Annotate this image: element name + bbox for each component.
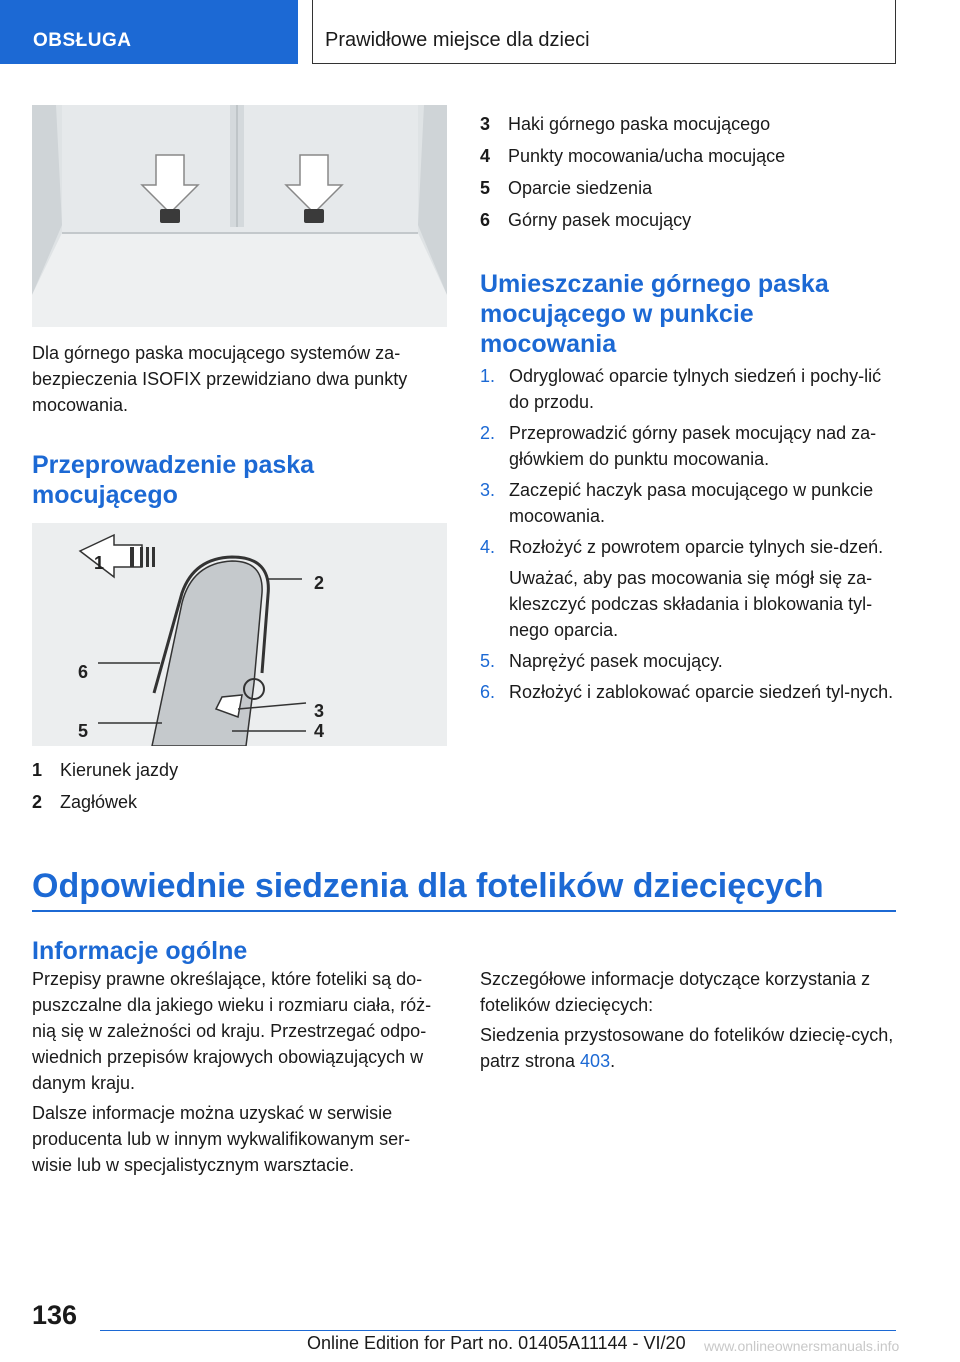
general-paragraph-2: Dalsze informacje można uzyskać w serwisie producenta lub w innym wykwalifikowanym ser-wisie lub w specjalistycznym warsztacie.: [32, 1103, 411, 1175]
heading-placement: Umieszczanie górnego paska mocującego w punkcie mocowania: [480, 270, 829, 358]
legend-num: 2: [32, 792, 43, 812]
legend-right: [480, 108, 895, 236]
strap-routing-diagram: [32, 523, 447, 746]
legend-item: [480, 204, 895, 236]
page-number: 136: [32, 1300, 78, 1330]
list-item: [480, 477, 895, 529]
list-item: [480, 363, 895, 415]
legend-label: Górny pasek mocujący: [508, 210, 692, 230]
section-tab-label: OBSŁUGA: [33, 30, 132, 51]
callout-3: 3: [314, 701, 325, 721]
list-item: [480, 534, 895, 560]
step-note: Uważać, aby pas mocowania się mógł się za-kleszczyć podczas składania i blokowania tyl-nego oparcia.: [509, 568, 873, 640]
step-text: Odryglować oparcie tylnych siedzeń i pochy-lić do przodu.: [509, 366, 882, 412]
chapter-title: Prawidłowe miejsce dla dzieci: [325, 29, 590, 51]
step-number: 4.: [480, 537, 496, 557]
details-paragraph: Szczegółowe informacje dotyczące korzystania z fotelików dziecięcych:: [480, 969, 871, 1015]
reference-paragraph: [480, 1022, 895, 1074]
footer-rule: [100, 1330, 896, 1331]
legend-item: [32, 754, 447, 786]
legend-label: Punkty mocowania/ucha mocujące: [508, 146, 786, 166]
step-text: Naprężyć pasek mocujący.: [509, 651, 723, 671]
reference-text: Siedzenia przystosowane do fotelików dziecię-cych, patrz strona: [480, 1025, 894, 1071]
legend-left: [32, 754, 447, 818]
steps-list: [480, 363, 895, 710]
legend-num: 1: [32, 760, 43, 780]
reference-end: .: [610, 1051, 616, 1071]
step-number: 3.: [480, 480, 496, 500]
intro-text: Dla górnego paska mocującego systemów za-bezpieczenia ISOFIX przewidziano dwa punkty mocowania.: [32, 343, 408, 415]
callout-5: 5: [78, 721, 89, 741]
chapter-header: [312, 0, 896, 64]
step-text: Przeprowadzić górny pasek mocujący nad za-główkiem do punktu mocowania.: [509, 423, 877, 469]
edition-text: Online Edition for Part no. 01405A11144 - VI/20: [307, 1333, 686, 1353]
section-heading: Odpowiednie siedzenia dla fotelików dziecięcych: [32, 867, 824, 905]
legend-label: Oparcie siedzenia: [508, 178, 653, 198]
legend-item: [32, 786, 447, 818]
legend-item: [480, 172, 895, 204]
legend-num: 4: [480, 146, 491, 166]
legend-item: [480, 108, 895, 140]
legend-num: 5: [480, 178, 491, 198]
general-paragraph-1: Przepisy prawne określające, które foteliki są do-puszczalne dla jakiego wieku i rozmiaru ciała, róż-nią się w zależności od kraju. Przestrzegać odpo-wiednich przepisów krajowych obowiązujących w danym kraju.: [32, 969, 432, 1093]
legend-label: Kierunek jazdy: [60, 760, 179, 780]
legend-label: Haki górnego paska mocującego: [508, 114, 771, 134]
step-number: 2.: [480, 423, 496, 443]
list-item: [480, 420, 895, 472]
callout-6: 6: [78, 662, 89, 682]
section-tab: [0, 0, 298, 64]
legend-label: Zagłówek: [60, 792, 138, 812]
legend-num: 6: [480, 210, 491, 230]
heading-routing: Przeprowadzenie paska mocującego: [32, 451, 315, 509]
callout-1: 1: [94, 553, 105, 573]
anchor-points-image: [32, 105, 447, 327]
subheading-general: Informacje ogólne: [32, 937, 248, 965]
legend-num: 3: [480, 114, 491, 134]
step-number: 6.: [480, 682, 496, 702]
callout-2: 2: [314, 573, 325, 593]
step-text: Rozłożyć z powrotem oparcie tylnych sie-dzeń.: [509, 537, 884, 557]
legend-item: [480, 140, 895, 172]
page-link[interactable]: 403: [580, 1051, 611, 1071]
list-item: [480, 679, 895, 705]
step-number: 1.: [480, 366, 496, 386]
watermark: www.onlineownersmanuals.info: [704, 1338, 900, 1354]
callout-4: 4: [314, 721, 325, 741]
section-rule: [32, 910, 896, 912]
step-text: Rozłożyć i zablokować oparcie siedzeń tyl-nych.: [509, 682, 894, 702]
step-text: Zaczepić haczyk pasa mocującego w punkcie mocowania.: [509, 480, 874, 526]
step-number: 5.: [480, 651, 496, 671]
list-item: [480, 648, 895, 674]
